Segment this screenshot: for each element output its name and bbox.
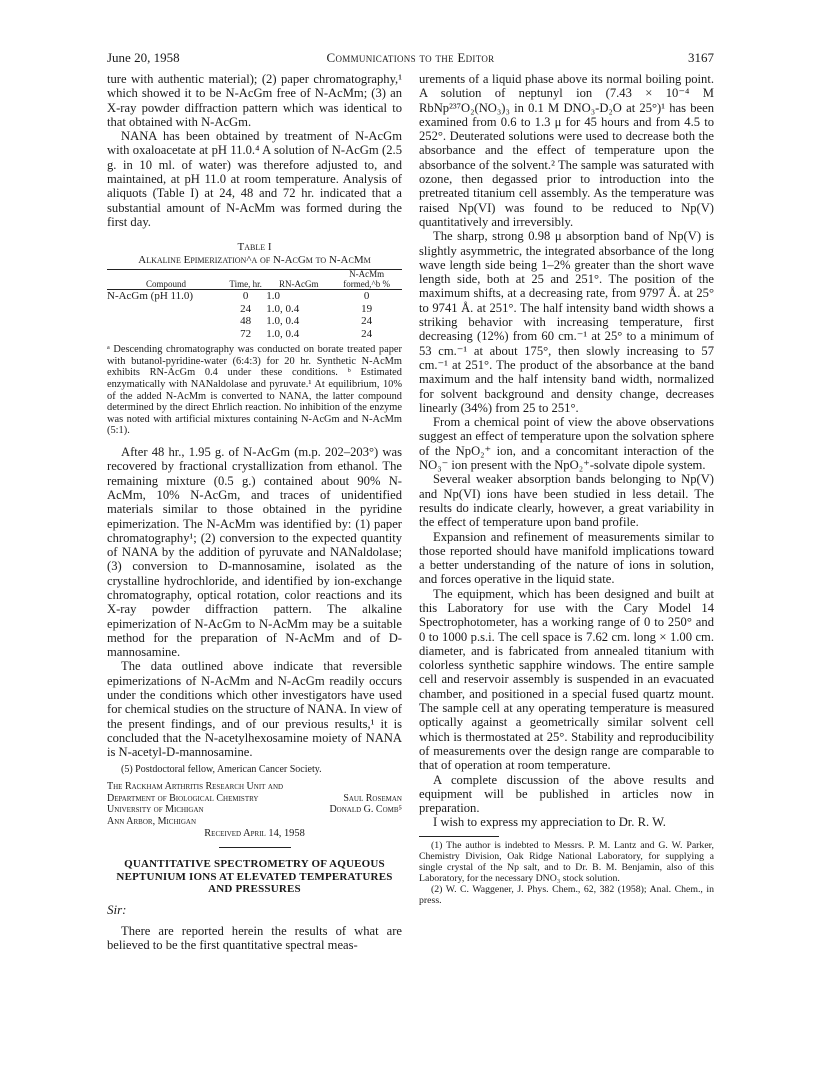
table-footnote: ᵃ Descending chromatography was conducted on borate treated paper with butanol-pyridine-water (6:4:3) for 20 hr. Synthetic N-AcMm exhibits RN-AcGm 0.4 under these conditions. ᵇ Estimated enzymatically with NANaldolase and pyruvate.¹ At equilibrium, 10% of the added N-AcMm is converted to NANA, the latter compound determined by the direct Ehrlich reaction. No inhibition of the enzyme was noted with artificial mixtures containing N-AcGm and N-AcMm (5:1).: [107, 344, 402, 437]
paragraph: From a chemical point of view the above observations suggest an effect of temperature upon the solvation sphere of the NpO₂⁺ ion, and a concomitant interaction of the NO₃⁻ ion present with the NpO₂⁺-solvate dipole system.: [419, 415, 714, 473]
paragraph: After 48 hr., 1.95 g. of N-AcGm (m.p. 202–203°) was recovered by fractional crystallization from ethanol. The remaining mixture (0.5 g.) contained about 90% N-AcMm, 10% N-AcGm, and traces of unidentified materials similar to those obtained in the pyridine epimerization. The N-AcMm was identified by: (1) paper chromatography¹; (2) conversion to the expected quantity of NANA by the addition of pyruvate and NANaldolase; (3) conversion to D-mannosamine, isolated as the crystalline hydrochloride, and identified by ion-exchange chromatography, optical rotation, color reactions and its X-ray powder diffraction pattern. The alkaline epimerization of N-AcGm to N-AcMm may be a suitable method for the preparation of N-AcMm and of D-mannosamine.: [107, 445, 402, 660]
page-number: 3167: [688, 50, 714, 65]
table-row: [107, 315, 402, 328]
table-cell: 1.0, 0.4: [266, 302, 300, 315]
table-cell: N-AcGm (pH 11.0): [107, 290, 194, 303]
table-cell: 19: [361, 302, 373, 315]
divider: [219, 847, 291, 848]
table-cell: [107, 315, 225, 328]
column-header: RN-AcGm: [266, 270, 331, 290]
table-header-row: [107, 270, 402, 290]
table-row: [107, 328, 402, 341]
table-cell: 1.0, 0.4: [266, 315, 300, 328]
paragraph: Several weaker absorption bands belonging to Np(V) and Np(VI) ions have been studied in less detail. The results do indicate clearly, however, a great variability in the effect of temperature upon band profile.: [419, 472, 714, 530]
affiliation: The Rackham Arthritis Research Unit and: [107, 781, 284, 793]
table-cell: [107, 328, 225, 341]
table-title: Alkaline Epimerization^a of N-AcGm to N-AcMm: [138, 254, 371, 267]
table-cell: 24: [361, 327, 373, 340]
affiliation: University of Michigan: [107, 804, 204, 816]
table-cell: 48: [240, 315, 252, 328]
affiliation: Department of Biological Chemistry: [107, 792, 259, 804]
table-row: [107, 303, 402, 316]
footnote: (1) The author is indebted to Messrs. P. M. Lantz and G. W. Parker, Chemistry Division, Oak Ridge National Laboratory, for supplying a single crystal of the Np salt, and to Dr. B. M. Benjamin, also of this Laboratory, for the necessary DNO₃ stock solution.: [419, 839, 714, 884]
table-cell: 0: [242, 290, 249, 303]
affiliation: Ann Arbor, Michigan: [107, 815, 197, 827]
table-cell: 72: [240, 327, 252, 340]
table-cell: 1.0, 0.4: [266, 327, 300, 340]
journal-section: Communications to the Editor: [326, 50, 495, 65]
table-cell: 1.0: [266, 290, 281, 303]
paragraph: The equipment, which has been designed and built at this Laboratory for use with the Cary Model 14 Spectrophotometer, has a working range of 0 to 250° and 0 to 1000 p.s.i. The cell space is 7.62 cm. long × 1.00 cm. diameter, and is fabricated from annealed titanium with colorless synthetic sapphire windows. The entire sample cell and reservoir assembly is suspended in an evacuated chamber, and positioned in a special fused quartz mount. The sample cell at any operating temperature is measured optically against a geometrically similar solvent cell which is thermostated at 25°. Stability and reproducibility of measurements over the design range are comparable to that of operation at room temperature.: [419, 586, 714, 773]
table-label: Table I: [237, 241, 272, 254]
column-header: Compound: [107, 270, 225, 290]
footnote: (5) Postdoctoral fellow, American Cancer Society.: [121, 763, 322, 775]
paragraph: I wish to express my appreciation to Dr. R. W.: [433, 815, 666, 830]
paragraph: A complete discussion of the above results and equipment will be published in articles now in preparation.: [419, 772, 714, 816]
received-date: Received April 14, 1958: [204, 828, 305, 840]
column-header: N-AcMm formed,^b %: [331, 270, 402, 290]
author-name: Donald G. Comb⁵: [329, 804, 402, 816]
paragraph: The sharp, strong 0.98 μ absorption band of Np(V) is slightly asymmetric, the integrated absorbance of the long wave length side being 1–2% greater than the short wave length side, both at 25 and 251°. The position of the maximum shifts, at a decreasing rate, from 9797 Å. at 25° to 9741 Å. at 251°. The half intensity band width shows a striking behavior with increasing temperature, first decreasing (12%) from 60 cm.⁻¹ at 25° to a minimum of 53 cm.⁻¹ at about 175°, then slowly increasing to 57 cm.⁻¹ at 251°. The product of the absorbance at the band maximum and the half intensity band width, normalized for solvent background and density change, decreases linearly (34%) from 25 to 251°.: [419, 229, 714, 415]
left-column: [107, 72, 402, 952]
salutation: Sir:: [107, 901, 127, 917]
paragraph: NANA has been obtained by treatment of N-AcGm with oxaloacetate at pH 11.0.⁴ A solution of N-AcGm (2.5 g. in 10 ml. of water) was therefore adjusted to, and maintained, at pH 11.0 at room temperature. Analysis of aliquots (Table I) at 24, 48 and 72 hr. indicated that a substantial amount of N-AcMm was formed during the first day.: [107, 129, 402, 229]
paragraph: There are reported herein the results of what are believed to be the first quantitative spectral meas-: [107, 923, 402, 952]
author-name: Saul Roseman: [343, 792, 402, 804]
paragraph: urements of a liquid phase above its normal boiling point. A solution of neptunyl ion (7.43 × 10⁻⁴ M RbNp²³⁷O₂(NO₃)₃ in 0.1 M DNO₃-D₂O at 25°)¹ has been examined from 0.6 to 1.3 μ for 45 hours and from 4.5 to 252°. Deuterated solutions were used to decrease both the absorbance and the effect of temperature upon the absorbance of the solvent.² The sample was saturated with ozone, then degassed prior to introduction into the pretreated titanium cell assembly. As the temperature was raised Np(VI) was found to be reduced to Np(V) quantitatively and irreversibly.: [419, 72, 714, 229]
table-cell: 24: [361, 315, 373, 328]
table-cell: [107, 303, 225, 316]
right-column: [419, 72, 714, 906]
column-header: Time, hr.: [225, 270, 266, 290]
footnote: (2) W. C. Waggener, J. Phys. Chem., 62, 382 (1958); Anal. Chem., in press.: [419, 883, 714, 906]
table-row: [107, 290, 402, 303]
paragraph: The data outlined above indicate that reversible epimerizations of N-AcMm and N-AcGm readily occurs under the conditions which other investigators have used for chemical studies on the structure of NANA. In view of the present findings, and of our previous results,¹ it is concluded that the N-acetylhexosamine moiety of NANA is N-acetyl-D-mannosamine.: [107, 659, 402, 760]
table-cell: 0: [363, 290, 370, 303]
paragraph: ture with authentic material); (2) paper chromatography,¹ which showed it to be N-AcGm free of N-AcMm; (3) an X-ray powder diffraction pattern which was identical to that obtained with N-AcGm.: [107, 72, 402, 129]
article-title: QUANTITATIVE SPECTROMETRY OF AQUEOUS NEPTUNIUM IONS AT ELEVATED TEMPERATURES AND PRESSURES: [116, 858, 393, 896]
author-block: [107, 781, 402, 827]
paragraph: Expansion and refinement of measurements similar to those reported should have manifold implications toward a better understanding of the nature of ions in solution, and forces operative in the liquid state.: [419, 529, 714, 587]
issue-date: June 20, 1958: [107, 50, 180, 65]
footnote-rule: [419, 836, 499, 837]
data-table: [107, 269, 402, 340]
table-cell: 24: [240, 302, 252, 315]
page-header: [107, 50, 714, 66]
